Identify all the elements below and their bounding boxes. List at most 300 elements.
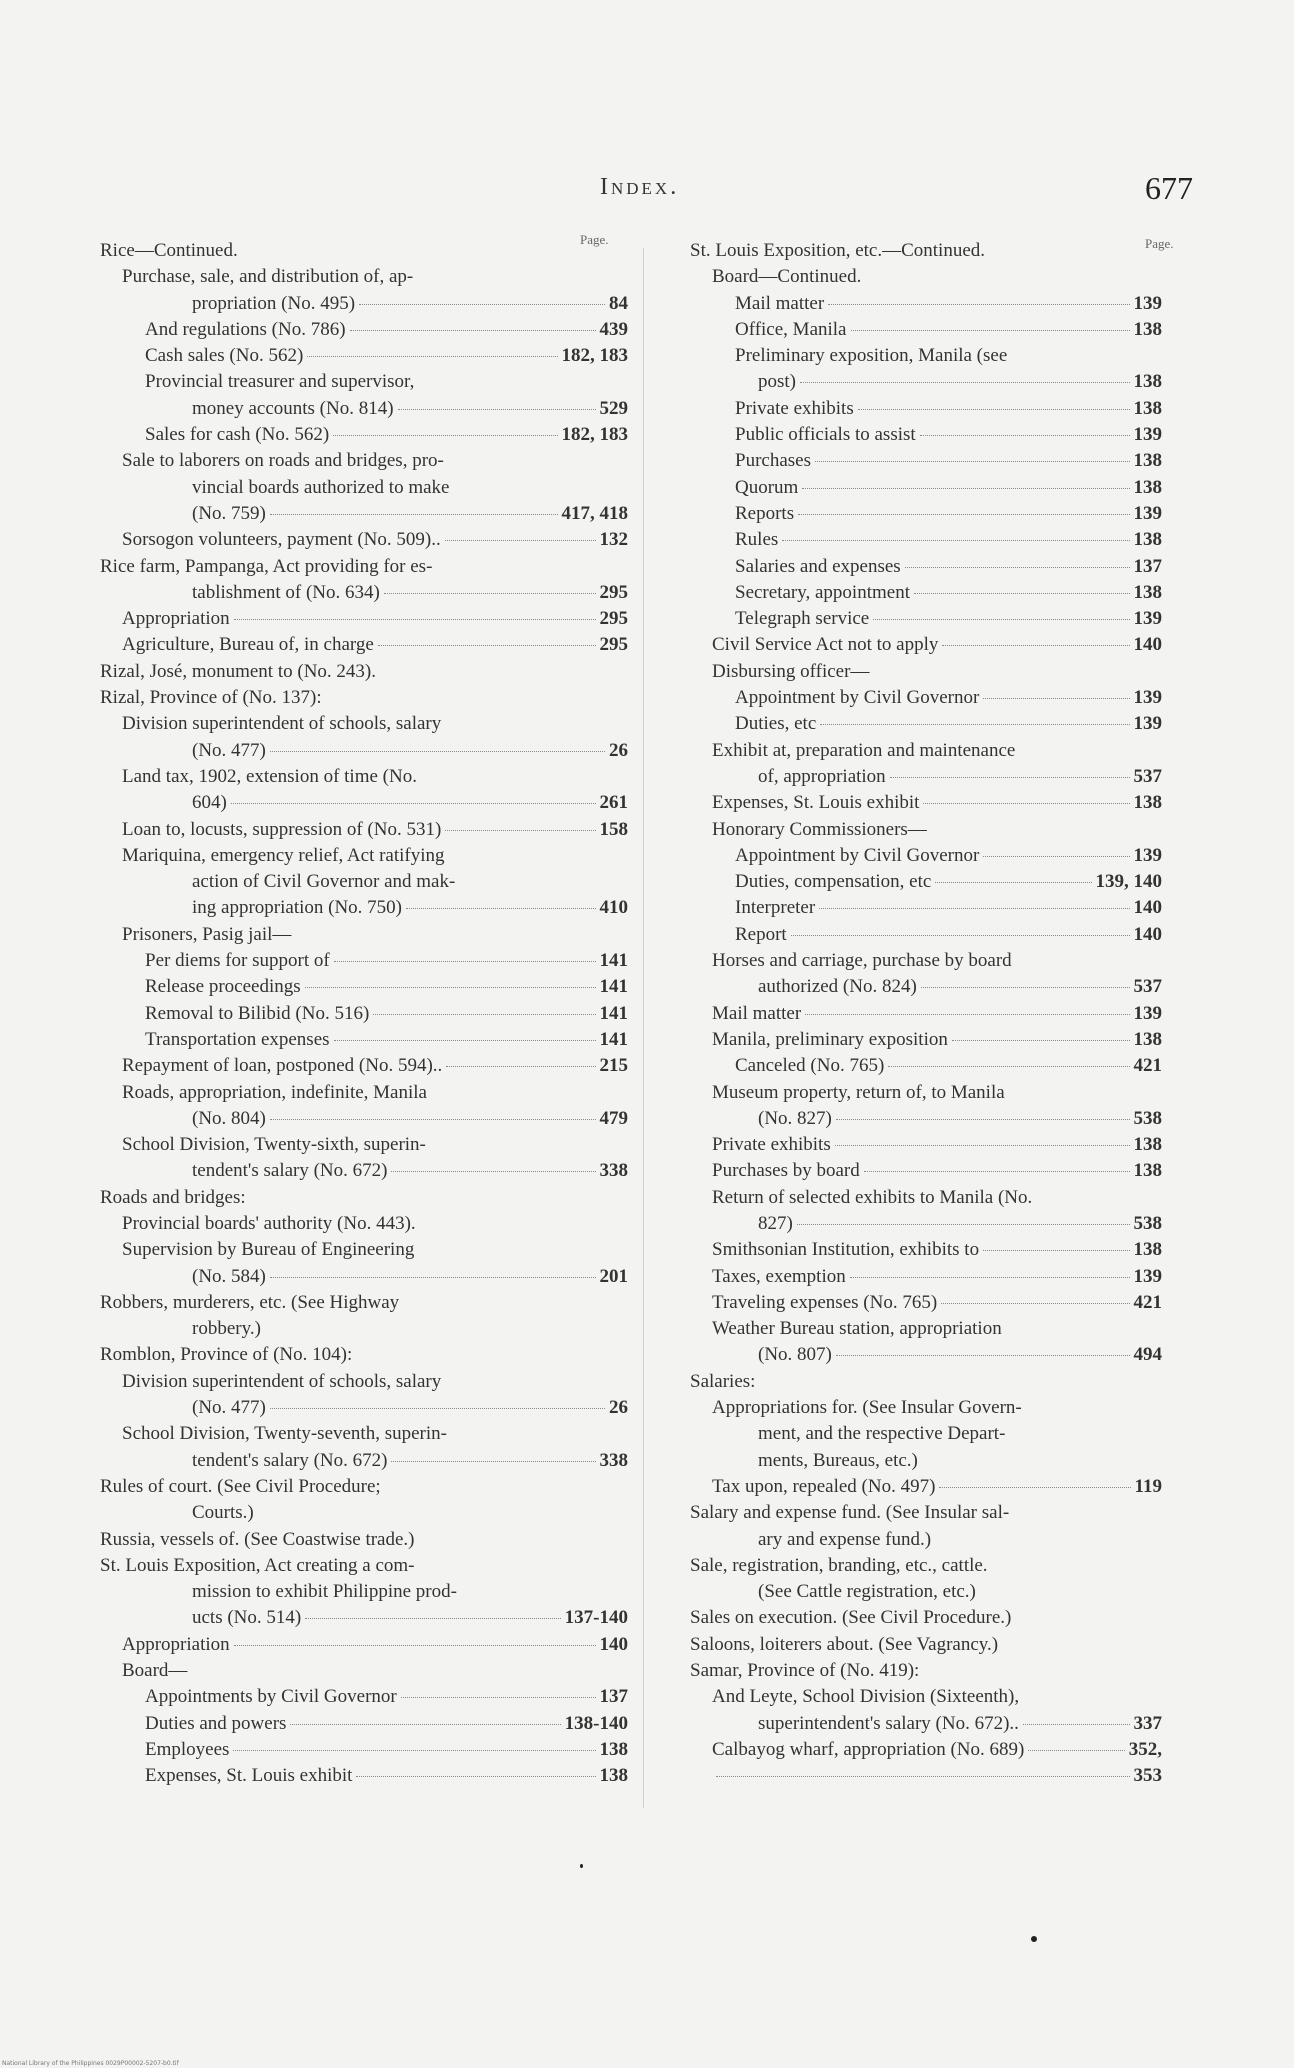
- dot-leader: [873, 619, 1129, 620]
- entry-text: mission to exhibit Philippine prod-: [192, 1581, 457, 1603]
- entry-page-ref: 141: [599, 1028, 628, 1050]
- index-entry: [690, 738, 1162, 764]
- index-entry: [690, 711, 1162, 737]
- index-entry: [690, 790, 1162, 816]
- entry-page-ref: 182, 183: [561, 345, 628, 367]
- entry-text: Weather Bureau station, appropriation: [712, 1318, 1002, 1340]
- entry-text: Manila, preliminary exposition: [712, 1028, 948, 1050]
- index-entry: [100, 1658, 628, 1684]
- entry-page-ref: 140: [1133, 923, 1162, 945]
- entry-text: Russia, vessels of. (See Coastwise trade.): [100, 1528, 415, 1550]
- entry-text: propriation (No. 495): [192, 292, 356, 314]
- dot-leader: [905, 567, 1130, 568]
- entry-page-ref: 338: [599, 1449, 628, 1471]
- index-entry: [100, 1632, 628, 1658]
- entry-page-ref: 137-140: [564, 1607, 628, 1629]
- entry-text: ment, and the respective Depart-: [758, 1423, 1006, 1445]
- entry-text: Samar, Province of (No. 419):: [690, 1660, 920, 1682]
- entry-text: Smithsonian Institution, exhibits to: [712, 1239, 980, 1261]
- index-entry: [100, 1711, 628, 1737]
- dot-leader: [858, 409, 1130, 410]
- dot-leader: [836, 1355, 1130, 1356]
- entry-text: tendent's salary (No. 672): [192, 1160, 388, 1182]
- entry-text: Repayment of loan, postponed (No. 594)..: [122, 1055, 443, 1077]
- entry-page-ref: 138: [1133, 476, 1162, 498]
- ink-speck: [580, 1864, 583, 1868]
- entry-text: (No. 804): [192, 1107, 266, 1129]
- entry-text: Duties, etc: [735, 713, 817, 735]
- index-entry: [100, 1211, 628, 1237]
- entry-page-ref: 421: [1133, 1291, 1162, 1313]
- dot-leader: [378, 645, 596, 646]
- entry-page-ref: 421: [1133, 1055, 1162, 1077]
- entry-text: Roads, appropriation, indefinite, Manila: [122, 1081, 427, 1103]
- index-entry: [100, 527, 628, 553]
- index-entry: [690, 238, 1162, 264]
- entry-page-ref: 84: [609, 292, 628, 314]
- index-entry: [690, 317, 1162, 343]
- entry-page-ref: 139: [1133, 292, 1162, 314]
- index-entry: [100, 711, 628, 737]
- page-column-heading: Page.: [580, 232, 609, 247]
- entry-text: Disbursing officer—: [712, 660, 870, 682]
- dot-leader: [359, 304, 605, 305]
- entry-text: Provincial boards' authority (No. 443).: [122, 1212, 416, 1234]
- entry-page-ref: 139: [1133, 608, 1162, 630]
- dot-leader: [333, 435, 557, 436]
- entry-text: Traveling expenses (No. 765): [712, 1291, 938, 1313]
- index-entry: [690, 1290, 1162, 1316]
- index-entry: [100, 1605, 628, 1631]
- entry-text: Rice—Continued.: [100, 240, 238, 261]
- entry-text: ing appropriation (No. 750): [192, 897, 403, 919]
- entry-text: Purchases: [735, 450, 811, 472]
- index-entry: [690, 948, 1162, 974]
- index-entry: [100, 1001, 628, 1027]
- dot-leader: [270, 1277, 596, 1278]
- entry-page-ref: 26: [609, 1397, 628, 1419]
- dot-leader: [398, 409, 596, 410]
- index-entry: [690, 1158, 1162, 1184]
- dot-leader: [406, 908, 595, 909]
- index-entry: [690, 422, 1162, 448]
- index-entry: [690, 580, 1162, 606]
- index-entry: [100, 1053, 628, 1079]
- index-entry: [100, 1316, 628, 1342]
- index-entry: [690, 764, 1162, 790]
- dot-leader: [850, 1277, 1130, 1278]
- entry-page-ref: 138: [1133, 1134, 1162, 1156]
- index-entry: [100, 1264, 628, 1290]
- index-entry: [690, 1132, 1162, 1158]
- entry-text: Return of selected exhibits to Manila (No.: [712, 1186, 1033, 1208]
- dot-leader: [290, 1724, 560, 1725]
- entry-text: Reports: [735, 502, 795, 524]
- entry-text: Secretary, appointment: [735, 581, 910, 603]
- dot-leader: [234, 619, 596, 620]
- entry-page-ref: 139: [1133, 424, 1162, 446]
- dot-leader: [935, 882, 1091, 883]
- entry-page-ref: 138: [1133, 397, 1162, 419]
- dot-leader: [836, 1119, 1130, 1120]
- dot-leader: [401, 1697, 596, 1698]
- entry-text: Agriculture, Bureau of, in charge: [122, 634, 374, 656]
- dot-leader: [890, 777, 1130, 778]
- index-entry: [100, 580, 628, 606]
- entry-text: action of Civil Governor and mak-: [192, 871, 456, 893]
- entry-text: robbery.): [192, 1318, 261, 1340]
- dot-leader: [270, 514, 558, 515]
- index-entry: [690, 1658, 1162, 1684]
- dot-leader: [802, 488, 1129, 489]
- index-column-left: [100, 232, 628, 1790]
- entry-text: vincial boards authorized to make: [192, 476, 450, 498]
- entry-text: Cash sales (No. 562): [145, 345, 304, 367]
- entry-text: Mariquina, emergency relief, Act ratifying: [122, 844, 445, 866]
- entry-page-ref: 138: [1133, 1160, 1162, 1182]
- entry-text: Courts.): [192, 1502, 254, 1524]
- entry-text: Appointments by Civil Governor: [145, 1686, 397, 1708]
- entry-page-ref: 261: [599, 792, 628, 814]
- entry-text: Mail matter: [735, 292, 825, 314]
- entry-text: Sale to laborers on roads and bridges, pro-: [122, 450, 444, 472]
- dot-leader: [791, 935, 1130, 936]
- entry-text: Appointment by Civil Governor: [735, 844, 980, 866]
- dot-leader: [305, 987, 596, 988]
- entry-text: Supervision by Bureau of Engineering: [122, 1239, 415, 1261]
- entry-text: Private exhibits: [712, 1134, 831, 1156]
- entry-text: Salaries:: [690, 1370, 756, 1392]
- index-entry: [690, 606, 1162, 632]
- index-entry: [100, 1474, 628, 1500]
- entry-text: Museum property, return of, to Manila: [712, 1081, 1005, 1103]
- index-entry: [100, 317, 628, 343]
- entry-text: Exhibit at, preparation and maintenance: [712, 739, 1016, 761]
- index-column-right: [690, 236, 1174, 1790]
- entry-text: Duties, compensation, etc: [735, 871, 932, 893]
- index-entry: [100, 501, 628, 527]
- entry-text: Per diems for support of: [145, 950, 330, 972]
- index-entry: [690, 1316, 1162, 1342]
- entry-text: And Leyte, School Division (Sixteenth),: [712, 1686, 1020, 1708]
- entry-text: Rizal, José, monument to (No. 243).: [100, 660, 376, 682]
- entry-text: tendent's salary (No. 672): [192, 1449, 388, 1471]
- entry-page-ref: 140: [1133, 634, 1162, 656]
- index-entry: [690, 1080, 1162, 1106]
- dot-leader: [445, 830, 595, 831]
- entry-text: Purchases by board: [712, 1160, 860, 1182]
- index-entry: [100, 685, 628, 711]
- entry-text: Removal to Bilibid (No. 516): [145, 1002, 370, 1024]
- entry-text: (See Cattle registration, etc.): [758, 1581, 976, 1603]
- entry-text: (No. 827): [758, 1107, 832, 1129]
- dot-leader: [864, 1171, 1130, 1172]
- index-entry: [690, 974, 1162, 1000]
- entry-text: Loan to, locusts, suppression of (No. 531): [122, 818, 442, 840]
- entry-text: Division superintendent of schools, salary: [122, 1370, 442, 1392]
- index-entry: [100, 291, 628, 317]
- entry-page-ref: 138: [1133, 529, 1162, 551]
- entry-text: 827): [758, 1212, 793, 1234]
- entry-page-ref: 139: [1133, 687, 1162, 709]
- index-entry: [690, 895, 1162, 921]
- index-entry: [100, 1027, 628, 1053]
- index-entry: [690, 1264, 1162, 1290]
- entry-page-ref: 139: [1133, 713, 1162, 735]
- entry-text: Duties and powers: [145, 1712, 287, 1734]
- entry-text: School Division, Twenty-sixth, superin-: [122, 1134, 426, 1156]
- entry-page-ref: 138: [1133, 318, 1162, 340]
- entry-page-ref: 295: [599, 581, 628, 603]
- dot-leader: [914, 593, 1130, 594]
- entry-page-ref: 139: [1133, 1265, 1162, 1287]
- dot-leader: [270, 1119, 596, 1120]
- entry-page-ref: 158: [599, 818, 628, 840]
- dot-leader: [983, 1250, 1129, 1251]
- index-entry: [100, 422, 628, 448]
- index-entry: [100, 1290, 628, 1316]
- page-column-heading: Page.: [1145, 236, 1174, 251]
- entry-text: Land tax, 1902, extension of time (No.: [122, 765, 417, 787]
- index-entry: [690, 1527, 1162, 1553]
- index-entry: [100, 895, 628, 921]
- entry-page-ref: 138: [1133, 1239, 1162, 1261]
- dot-leader: [805, 1014, 1129, 1015]
- dot-leader: [334, 1040, 596, 1041]
- entry-page-ref: 352,: [1128, 1738, 1162, 1760]
- entry-page-ref: 140: [599, 1633, 628, 1655]
- dot-leader: [800, 382, 1130, 383]
- entry-page-ref: 295: [599, 634, 628, 656]
- entry-text: Robbers, murderers, etc. (See Highway: [100, 1291, 400, 1313]
- page-number: 677: [1145, 170, 1193, 206]
- index-entry: [690, 1763, 1162, 1789]
- entry-text: (No. 759): [192, 502, 266, 524]
- index-entry: [690, 369, 1162, 395]
- index-entry: [100, 1237, 628, 1263]
- dot-leader: [234, 1645, 596, 1646]
- entry-text: (No. 807): [758, 1344, 832, 1366]
- entry-text: Interpreter: [735, 897, 816, 919]
- entry-text: Preliminary exposition, Manila (see: [735, 345, 1008, 367]
- index-entry: [100, 554, 628, 580]
- entry-page-ref: 537: [1133, 765, 1162, 787]
- dot-leader: [921, 987, 1130, 988]
- entry-text: Mail matter: [712, 1002, 802, 1024]
- dot-leader: [716, 1776, 1130, 1777]
- entry-page-ref: 139: [1133, 1002, 1162, 1024]
- index-entry: [100, 396, 628, 422]
- index-entry: [100, 1448, 628, 1474]
- entry-text: Expenses, St. Louis exhibit: [145, 1765, 353, 1787]
- entry-page-ref: 538: [1133, 1107, 1162, 1129]
- index-entry: [690, 817, 1162, 843]
- index-entry: [100, 1579, 628, 1605]
- index-entry: [100, 948, 628, 974]
- entry-text: Taxes, exemption: [712, 1265, 846, 1287]
- index-entry: [690, 1421, 1162, 1447]
- entry-text: tablishment of (No. 634): [192, 581, 380, 603]
- entry-text: Rules: [735, 529, 779, 551]
- index-entry: [100, 659, 628, 685]
- entry-page-ref: 295: [599, 608, 628, 630]
- dot-leader: [920, 435, 1130, 436]
- entry-page-ref: 215: [599, 1055, 628, 1077]
- entry-text: Quorum: [735, 476, 799, 498]
- index-entry: [690, 1632, 1162, 1658]
- dot-leader: [233, 1750, 595, 1751]
- entry-text: Horses and carriage, purchase by board: [712, 950, 1012, 972]
- entry-text: Prisoners, Pasig jail—: [122, 923, 292, 945]
- entry-page-ref: 138: [1133, 450, 1162, 472]
- dot-leader: [1028, 1750, 1124, 1751]
- dot-leader: [923, 803, 1129, 804]
- dot-leader: [270, 1408, 605, 1409]
- entry-text: Salary and expense fund. (See Insular sal-: [690, 1502, 1010, 1524]
- dot-leader: [350, 330, 596, 331]
- entry-page-ref: 337: [1133, 1712, 1162, 1734]
- running-title: Index.: [600, 174, 680, 200]
- entry-page-ref: 410: [599, 897, 628, 919]
- index-entry: [690, 527, 1162, 553]
- index-entry: [100, 1395, 628, 1421]
- entry-text: Honorary Commissioners—: [712, 818, 927, 840]
- index-entry: [690, 632, 1162, 658]
- entry-text: Rizal, Province of (No. 137):: [100, 687, 322, 709]
- entry-text: St. Louis Exposition, Act creating a com-: [100, 1554, 415, 1576]
- index-entry: [100, 1080, 628, 1106]
- dot-leader: [307, 356, 557, 357]
- index-entry: [690, 1237, 1162, 1263]
- index-entry: [690, 1106, 1162, 1132]
- entry-text: money accounts (No. 814): [192, 397, 394, 419]
- dot-leader: [445, 540, 596, 541]
- index-entry: [690, 1474, 1162, 1500]
- dot-leader: [797, 1224, 1130, 1225]
- ink-speck: [1031, 1936, 1037, 1942]
- index-entry: [690, 1369, 1162, 1395]
- index-entry: [100, 1342, 628, 1368]
- index-entry: [100, 790, 628, 816]
- dot-leader: [446, 1066, 595, 1067]
- entry-text: Employees: [145, 1738, 230, 1760]
- scan-credit: National Library of the Philippines 0029P00002-5207-b0.tif: [2, 2060, 179, 2067]
- index-entry: [690, 922, 1162, 948]
- index-entry: [100, 869, 628, 895]
- dot-leader: [941, 1303, 1129, 1304]
- entry-text: St. Louis Exposition, etc.—Continued.: [690, 240, 986, 261]
- entry-page-ref: 138-140: [564, 1712, 628, 1734]
- index-entry: [100, 1763, 628, 1789]
- entry-page-ref: 139: [1133, 844, 1162, 866]
- index-entry: [690, 1001, 1162, 1027]
- index-entry: [690, 291, 1162, 317]
- entry-text: Purchase, sale, and distribution of, ap-: [122, 266, 414, 288]
- entry-text: (No. 477): [192, 1397, 266, 1419]
- entry-text: And regulations (No. 786): [145, 318, 346, 340]
- index-entry: [100, 738, 628, 764]
- index-entry: [100, 764, 628, 790]
- dot-leader: [942, 645, 1129, 646]
- entry-text: 604): [192, 792, 227, 814]
- dot-leader: [782, 540, 1129, 541]
- index-entry: [100, 1684, 628, 1710]
- index-entry: [100, 843, 628, 869]
- entry-page-ref: 141: [599, 976, 628, 998]
- index-entry: [100, 1158, 628, 1184]
- entry-text: Sorsogon volunteers, payment (No. 509)..: [122, 529, 441, 551]
- entry-text: Telegraph service: [735, 608, 870, 630]
- dot-leader: [231, 803, 596, 804]
- entry-page-ref: 141: [599, 1002, 628, 1024]
- entry-page-ref: 137: [599, 1686, 628, 1708]
- index-entry: [690, 685, 1162, 711]
- entry-page-ref: 182, 183: [561, 424, 628, 446]
- index-entry: [100, 1553, 628, 1579]
- index-entry: [690, 264, 1162, 290]
- dot-leader: [983, 698, 1129, 699]
- entry-text: Provincial treasurer and supervisor,: [145, 371, 415, 393]
- entry-text: Canceled (No. 765): [735, 1055, 885, 1077]
- entry-page-ref: 417, 418: [561, 502, 628, 524]
- index-entry: [690, 1027, 1162, 1053]
- entry-text: Appropriation: [122, 608, 230, 630]
- dot-leader: [391, 1171, 595, 1172]
- column-divider: [643, 248, 644, 1808]
- entry-page-ref: 139, 140: [1095, 871, 1162, 893]
- entry-text: ments, Bureaus, etc.): [758, 1449, 918, 1471]
- index-entry: [690, 1211, 1162, 1237]
- entry-text: Sales on execution. (See Civil Procedure.): [690, 1607, 1012, 1629]
- entry-page-ref: 141: [599, 950, 628, 972]
- index-entry: [690, 1342, 1162, 1368]
- dot-leader: [952, 1040, 1130, 1041]
- page-header: [0, 170, 1294, 230]
- entry-text: (No. 477): [192, 739, 266, 761]
- index-entry: [690, 1448, 1162, 1474]
- index-entry: [690, 1395, 1162, 1421]
- dot-leader: [356, 1776, 595, 1777]
- index-entry: [690, 1500, 1162, 1526]
- entry-page-ref: 132: [599, 529, 628, 551]
- entry-text: Salaries and expenses: [735, 555, 901, 577]
- entry-text: Board—: [122, 1660, 188, 1682]
- entry-text: Appropriations for. (See Insular Govern-: [712, 1397, 1022, 1419]
- dot-leader: [391, 1461, 595, 1462]
- entry-text: ary and expense fund.): [758, 1528, 932, 1550]
- dot-leader: [835, 1145, 1130, 1146]
- entry-text: Appropriation: [122, 1633, 230, 1655]
- entry-text: Office, Manila: [735, 318, 847, 340]
- entry-text: Sale, registration, branding, etc., cattle.: [690, 1554, 988, 1576]
- entry-page-ref: 138: [1133, 371, 1162, 393]
- entry-page-ref: 201: [599, 1265, 628, 1287]
- index-entry: [100, 817, 628, 843]
- index-entry: [690, 1053, 1162, 1079]
- index-entry: [690, 448, 1162, 474]
- dot-leader: [828, 304, 1129, 305]
- entry-page-ref: 529: [599, 397, 628, 419]
- dot-leader: [939, 1487, 1130, 1488]
- dot-leader: [851, 330, 1130, 331]
- entry-page-ref: 494: [1133, 1344, 1162, 1366]
- entry-text: Transportation expenses: [145, 1028, 330, 1050]
- index-entry: [100, 632, 628, 658]
- dot-leader: [820, 724, 1129, 725]
- index-entry: [690, 659, 1162, 685]
- entry-page-ref: 138: [1133, 792, 1162, 814]
- index-entry: [100, 238, 628, 264]
